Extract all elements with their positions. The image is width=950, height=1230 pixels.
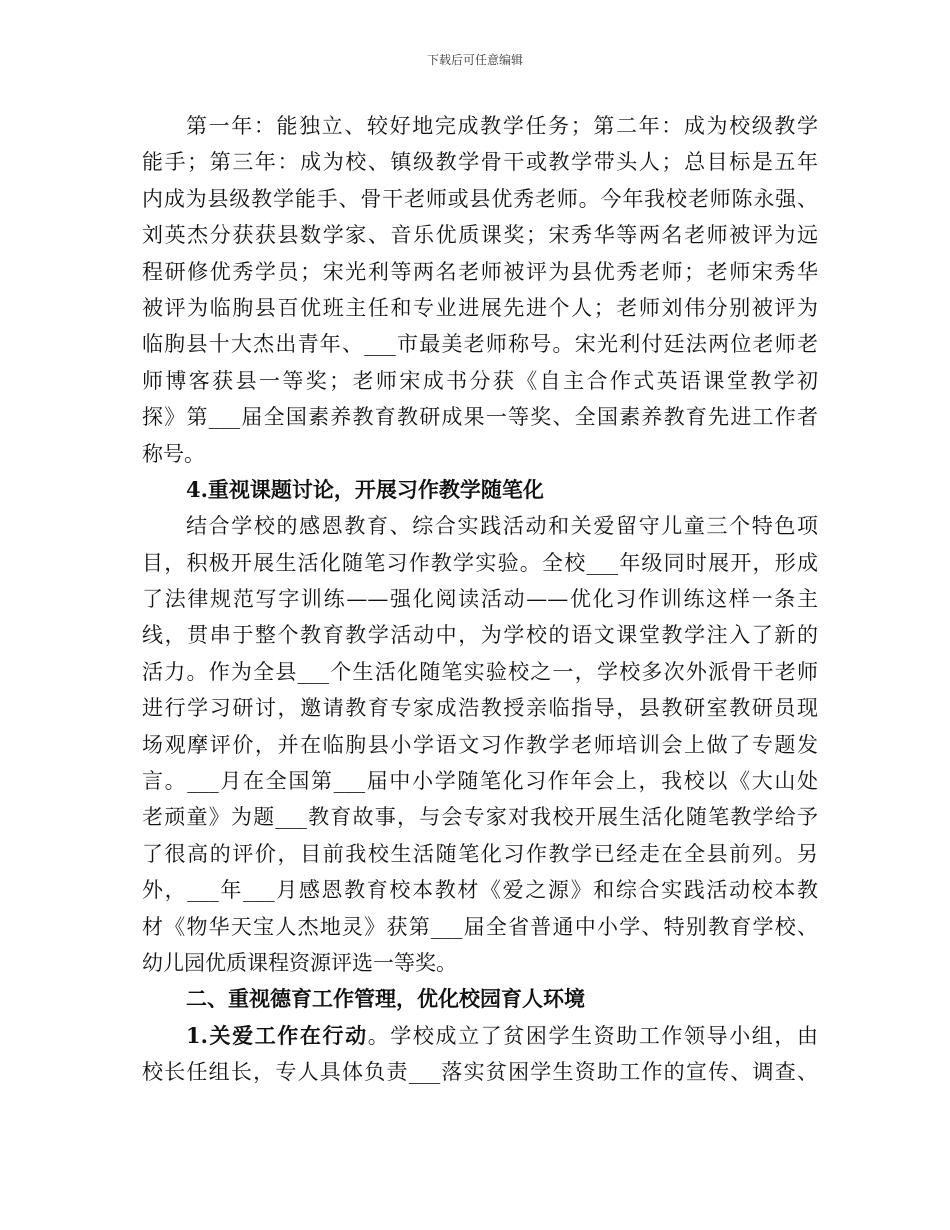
text-line: 能手；第三年：成为校、镇级教学骨干或教学带头人；总目标是五年 xyxy=(142,150,818,175)
text-line: 第一年：能独立、较好地完成教学任务；第二年：成为校级教学 xyxy=(186,114,818,138)
document-body xyxy=(142,108,818,1091)
text-line: 临朐县十大杰出青年、___市最美老师称号。宋光利付廷法两位老师老 xyxy=(142,332,818,357)
section-heading-4: 4.重视课题讨论，开展习作教学随笔化 xyxy=(186,476,544,502)
text-line: 师博客获县一等奖；老师宋成书分获《自主合作式英语课堂教学初 xyxy=(142,368,818,393)
page-header: 下载后可任意编辑 xyxy=(426,53,523,67)
text-line: 内成为县级教学能手、骨干老师或县优秀老师。今年我校老师陈永强、 xyxy=(142,186,818,211)
text-line: 结合学校的感恩教育、综合实践活动和关爱留守儿童三个特色项 xyxy=(186,514,818,539)
text-line: 了很高的评价，目前我校生活随笔化习作教学已经走在全县前列。另 xyxy=(142,841,818,866)
text-line: 校长任组长，专人具体负责___落实贫困学生资助工作的宣传、调查、 xyxy=(142,1060,818,1085)
text-line: 刘英杰分获获县数学家、音乐优质课奖；宋秀华等两名老师被评为远 xyxy=(142,223,818,248)
text-line: 线，贯串于整个教育教学活动中，为学校的语文课堂教学注入了新的 xyxy=(142,623,818,648)
text-line: 1.关爱工作在行动。学校成立了贫困学生资助工作领导小组，由 xyxy=(186,1022,818,1048)
text-line: 幼儿园优质课程资源评选一等奖。 xyxy=(142,950,457,975)
text-line: 称号。 xyxy=(142,441,205,466)
text-line: 被评为临朐县百优班主任和专业进展先进个人；老师刘伟分别被评为 xyxy=(142,295,818,320)
text-line: 材《物华天宝人杰地灵》获第___届全省普通中小学、特别教育学校、 xyxy=(142,914,818,939)
text-line: 言。___月在全国第___届中小学随笔化习作年会上，我校以《大山处 xyxy=(142,769,818,794)
text-line: 场观摩评价，并在临朐县小学语文习作教学老师培训会上做了专题发 xyxy=(142,732,818,757)
text-line: 探》第___届全国素养教育教研成果一等奖、全国素养教育先进工作者 xyxy=(142,405,818,430)
text-line: 进行学习研讨，邀请教育专家成浩教授亲临指导，县教研室教研员现 xyxy=(142,696,818,721)
text-line: 老顽童》为题___教育故事，与会专家对我校开展生活化随笔教学给予 xyxy=(142,805,818,830)
subheading-inline: 1.关爱工作在行动 xyxy=(186,1022,368,1048)
text-line: 程研修优秀学员；宋光利等两名老师被评为县优秀老师；老师宋秀华 xyxy=(142,259,818,284)
text-line: 目，积极开展生活化随笔习作教学实验。全校___年级同时展开，形成 xyxy=(142,550,818,575)
text-line: 外，___年___月感恩教育校本教材《爱之源》和综合实践活动校本教 xyxy=(142,878,818,903)
text-line: 了法律规范写字训练——强化阅读活动——优化习作训练这样一条主 xyxy=(142,587,818,612)
text-line: 活力。作为全县___个生活化随笔实验校之一，学校多次外派骨干老师 xyxy=(142,659,818,684)
section-heading-2: 二、重视德育工作管理，优化校园育人环境 xyxy=(186,986,585,1012)
